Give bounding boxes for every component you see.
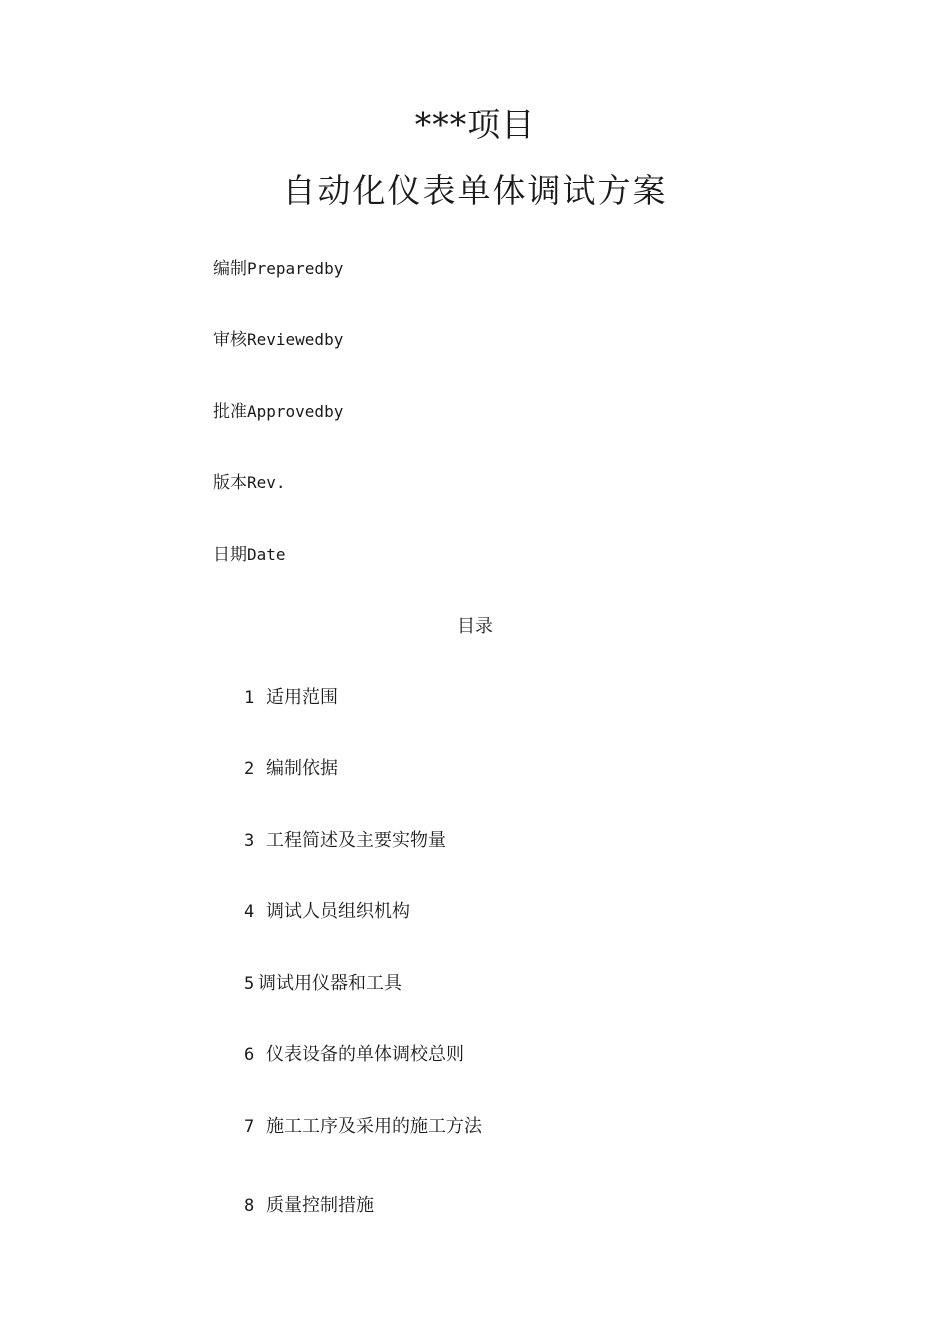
meta-reviewed-by	[213, 332, 343, 349]
toc-item-text: 施工工序及采用的施工方法	[266, 1116, 482, 1137]
meta-label-zh: 批准	[213, 402, 247, 422]
project-title: ***项目	[414, 105, 536, 144]
meta-label-zh: 版本	[213, 473, 247, 493]
meta-label-zh: 编制	[213, 259, 247, 279]
toc-item-number: 4	[244, 902, 255, 922]
toc-item-number: 8	[244, 1196, 255, 1216]
toc-item-text: 调试用仪器和工具	[258, 973, 402, 994]
toc-item	[244, 903, 410, 921]
toc-heading: 目录	[457, 616, 493, 637]
toc-item-text: 调试人员组织机构	[266, 901, 410, 922]
meta-label-en: Rev.	[247, 473, 286, 492]
meta-label-en: Preparedby	[247, 259, 344, 278]
toc-item-text: 仪表设备的单体调校总则	[266, 1044, 464, 1065]
meta-label-zh: 日期	[213, 545, 247, 565]
toc-item	[244, 689, 338, 707]
meta-label-en: Approvedby	[247, 402, 344, 421]
toc-item-number: 3	[244, 831, 255, 851]
toc-item	[244, 760, 338, 778]
meta-revision	[213, 475, 286, 492]
toc-item-number: 2	[244, 759, 255, 779]
meta-prepared-by	[213, 261, 343, 278]
toc-item-number: 7	[244, 1117, 255, 1137]
toc-item-number: 5	[244, 974, 255, 994]
meta-label-en: Reviewedby	[247, 330, 344, 349]
toc-item	[244, 1197, 374, 1215]
meta-label-zh: 审核	[213, 330, 247, 350]
toc-item	[244, 832, 446, 850]
toc-item-number: 6	[244, 1045, 255, 1065]
toc-item-text: 编制依据	[266, 758, 338, 779]
toc-item-text: 质量控制措施	[266, 1195, 374, 1216]
toc-item-number: 1	[244, 688, 255, 708]
toc-item	[244, 1118, 482, 1136]
toc-item	[244, 975, 402, 993]
toc-item-text: 适用范围	[266, 687, 338, 708]
toc-item-text: 工程简述及主要实物量	[266, 830, 446, 851]
document-title: 自动化仪表单体调试方案	[282, 171, 668, 210]
toc-item	[244, 1046, 464, 1064]
meta-label-en: Date	[247, 545, 286, 564]
meta-approved-by	[213, 404, 343, 421]
meta-date	[213, 547, 286, 564]
